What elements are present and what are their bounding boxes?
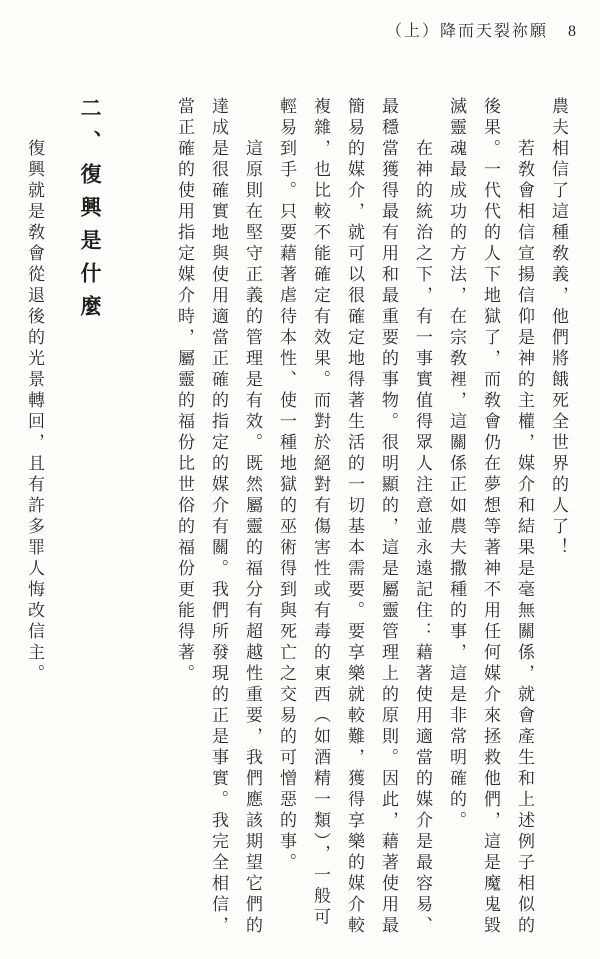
paragraph: 這原則在堅守正義的管理是有效。既然屬靈的福分有超越性重要，我們應該期望它們的達成是很確實地與使用適當正確的指定的媒介有關。我們所發現的正是事實。我完全相信，當正確的使用指定媒介時，屬靈的福份比世俗的福份更能得著。 [175,97,262,937]
page-header [386,18,576,41]
section-heading: 二、復興是什麼 [78,97,102,328]
paragraph: 若敎會相信宣揚信仰是神的主權，媒介和結果是毫無關係，就會產生和上述例子相似的後果。一代代的人下地獄了，而敎會仍在夢想等著神不用任何媒介來拯救他們，這是魔鬼毀滅靈魂最成功的方法，在宗敎裡，這關係正如農夫撒種的事，這是非常明確的。 [447,97,534,937]
running-title: （上）降而天裂祢願 [385,23,548,40]
paragraph: 在神的統治之下，有一事實值得眾人注意並永遠記住：藉著使用適當的媒介是最容易、最穩當獲得最有用和最重要的事物。很明顯的，這是屬靈管理上的原則。因此，藉著使用最簡易的媒介，就可以很確定地得著生活的一切基本需要。要享樂就較難，獲得享樂的媒介較複雜，也比較不能確定有效果。而對於絕對有傷害性或有毒的東西（如酒精一類），一般可輕易到手。只要藉著虐待本性、使一種地獄的巫術得到與死亡之交易的可憎惡的事。 [277,97,432,937]
page-number: 8 [568,23,576,40]
paragraph: 復興就是敎會從退後的光景轉回，且有許多罪人悔改信主。 [25,139,44,685]
vertical-text-body [17,97,575,939]
paragraph-continued: 農夫相信了這種敎義，他們將餓死全世界的人了！ [549,97,568,559]
